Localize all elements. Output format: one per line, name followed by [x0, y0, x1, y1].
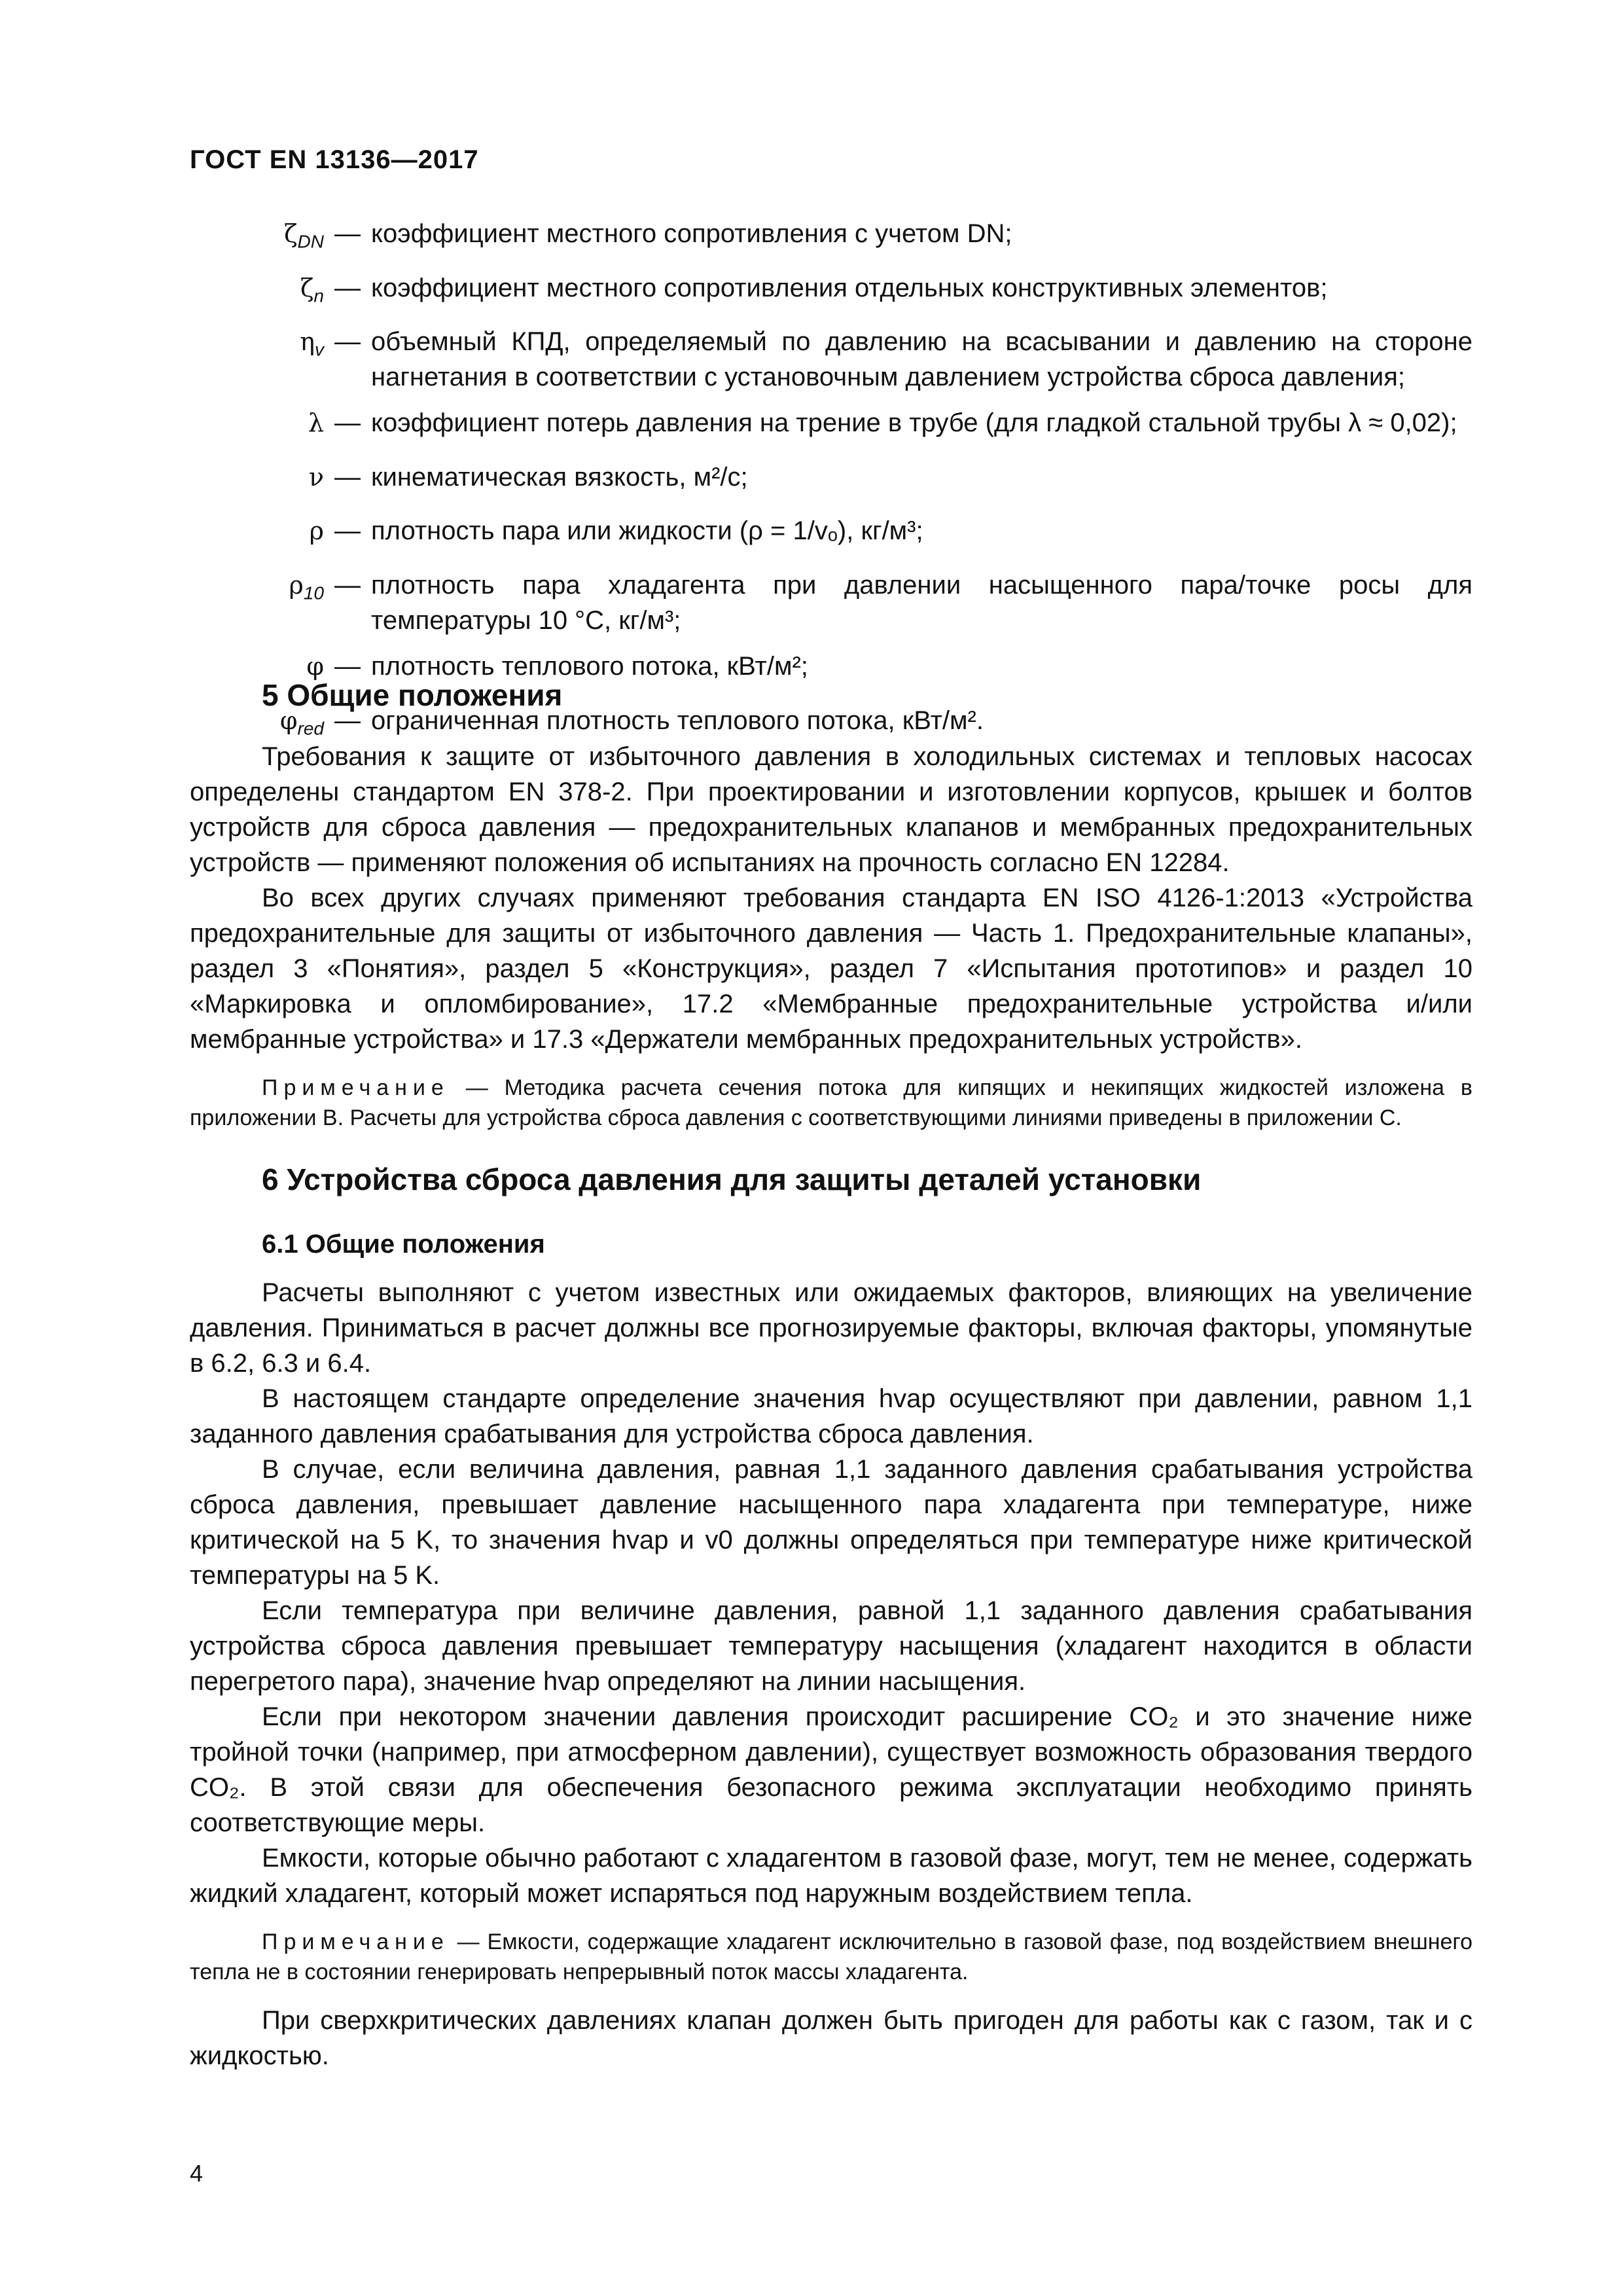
definition-item: $\zeta_n$ — коэффициент местного сопротивления отдельных конструктивных элементов; [190, 270, 1472, 314]
section-6-note [190, 1927, 1472, 1987]
definition-symbol: φ [306, 651, 324, 681]
definition-text: плотность теплового потока, кВт/м²; [371, 651, 808, 681]
definition-text: коэффициент местного сопротивления отдельных конструктивных элементов; [371, 273, 1328, 302]
definition-text: кинематическая вязкость, м²/с; [371, 462, 748, 492]
definition-item: φ — плотность теплового потока, кВт/м²; [190, 649, 1472, 692]
section-6-paragraph-1: Расчеты выполняют с учетом известных или ожидаемых факторов, влияющих на увеличение давления. Приниматься в расчет должны все прогнозируемые факторы, включая факторы, упомянутые в 6.2, 6.3 и 6.4. [190, 1278, 1472, 1378]
definition-item: ρ — плотность пара или жидкости (ρ = 1/vₒ), кг/м³; [190, 513, 1472, 557]
definition-text: плотность пара или жидкости (ρ = 1/vₒ), кг/м³; [371, 516, 923, 546]
section-6 [190, 1162, 1472, 2073]
section-5-paragraph-2: Во всех других случаях применяют требования стандарта EN ISO 4126-1:2013 «Устройства предохранительные для защиты от избыточного давления — Часть 1. Предохранительные клапаны», раздел 3 «Понятия», раздел 5 «Конструкция», раздел 7 «Испытания прототипов» и раздел 10 «Маркировка и опломбирование», 17.2 «Мембранные предохранительные устройства и/или мембранные устройства» и 17.3 «Держатели мембранных предохранительных устройств». [190, 884, 1472, 1054]
definition-text: коэффициент местного сопротивления с учетом DN; [371, 219, 1012, 248]
section-6-title: 6 Устройства сброса давления для защиты деталей установки [262, 1162, 1202, 1196]
section-5-note [190, 1073, 1472, 1133]
note-label: Примечание [262, 1929, 450, 1954]
section-6-paragraph-7: При сверхкритических давлениях клапан должен быть пригоден для работы как с газом, так и с жидкостью. [190, 2006, 1472, 2070]
section-6-paragraph-2: В настоящем стандарте определение значения hvap осуществляют при давлении, равном 1,1 заданного давления срабатывания для устройства сброса давления. [190, 1384, 1472, 1448]
definition-symbol: $\varphi_{red}$ [279, 706, 324, 739]
document-header: ГОСТ EN 13136—2017 [190, 145, 479, 174]
definition-symbol: $\eta_v$ [300, 327, 324, 360]
note-label: Примечание [262, 1075, 450, 1100]
definition-text: плотность пара хладагента при давлении насыщенного пара/точке росы для температуры 10 °C, кг/м³; [371, 570, 1472, 635]
symbol-definitions-list [190, 216, 1472, 757]
definition-item: ν — кинематическая вязкость, м²/с; [190, 459, 1472, 503]
section-6-paragraph-6: Емкости, которые обычно работают с хладагентом в газовой фазе, могут, тем не менее, содержать жидкий хладагент, который может испаряться под наружным воздействием тепла. [190, 1844, 1472, 1908]
definition-item: $\varphi_{red}$ — ограниченная плотность теплового потока, кВт/м². [190, 703, 1472, 747]
definition-item: $\eta_v$ — объемный КПД, определяемый по давлению на всасывании и давлению на стороне нагнетания в соответствии с установочным давлением устройства сброса давления; [190, 324, 1472, 395]
definition-symbol: $\zeta_{DN}$ [283, 219, 324, 252]
definition-symbol: ν [308, 462, 324, 492]
definition-text: объемный КПД, определяемый по давлению на всасывании и давлению на стороне нагнетания в соответствии с установочным давлением устройства сброса давления; [371, 327, 1472, 392]
section-5-paragraph-1: Требования к защите от избыточного давления в холодильных системах и тепловых насосах определены стандартом EN 378-2. При проектировании и изготовлении корпусов, крышек и болтов устройств для сброса давления — предохранительных клапанов и мембранных предохранительных устройств — применяют положения об испытаниях на прочность согласно EN 12284. [190, 742, 1472, 877]
subsection-6-1-title: 6.1 Общие положения [262, 1230, 545, 1259]
section-6-paragraph-4: Если температура при величине давления, равной 1,1 заданного давления срабатывания устройства сброса давления превышает температуру насыщения (хладагент находится в области перегретого пара), значение hvap определяют на линии насыщения. [190, 1596, 1472, 1696]
page-number: 4 [190, 2160, 204, 2187]
definition-symbol: $\zeta_n$ [300, 273, 324, 306]
definition-item: λ — коэффициент потерь давления на трение в трубе (для гладкой стальной трубы λ ≈ 0,02); [190, 405, 1472, 449]
section-5 [190, 677, 1472, 1133]
definition-item: $\zeta_{DN}$ — коэффициент местного сопротивления с учетом DN; [190, 216, 1472, 260]
definition-symbol: λ [308, 408, 324, 438]
definition-symbol: ρ [309, 516, 324, 546]
section-5-title: 5 Общие положения [262, 678, 563, 712]
definition-item: $\rho_{10}$ — плотность пара хладагента при давлении насыщенного пара/точке росы для температуры 10 °C, кг/м³; [190, 567, 1472, 638]
definition-symbol: $\rho_{10}$ [289, 570, 324, 603]
note-text: — Методика расчета сечения потока для кипящих и некипящих жидкостей изложена в приложении B. Расчеты для устройства сброса давления с соответствующими линиями приведены в приложении C. [190, 1075, 1472, 1130]
section-6-paragraph-5: Если при некотором значении давления происходит расширение CO₂ и это значение ниже тройной точки (например, при атмосферном давлении), существует возможность образования твердого CO₂. В этой связи для обеспечения безопасного режима эксплуатации необходимо принять соответствующие меры. [190, 1702, 1472, 1837]
definition-text: ограниченная плотность теплового потока, кВт/м². [371, 706, 984, 735]
definition-text: коэффициент потерь давления на трение в трубе (для гладкой стальной трубы λ ≈ 0,02); [371, 408, 1457, 438]
section-6-paragraph-3: В случае, если величина давления, равная 1,1 заданного давления срабатывания устройства сброса давления, превышает давление насыщенного пара хладагента при температуре, ниже критической на 5 K, то значения hvap и v0 должны определяться при температуре ниже критической температуры на 5 K. [190, 1455, 1472, 1590]
note-text: — Емкости, содержащие хладагент исключительно в газовой фазе, под воздействием внешнего тепла не в состоянии генерировать непрерывный поток массы хладагента. [190, 1929, 1472, 1984]
